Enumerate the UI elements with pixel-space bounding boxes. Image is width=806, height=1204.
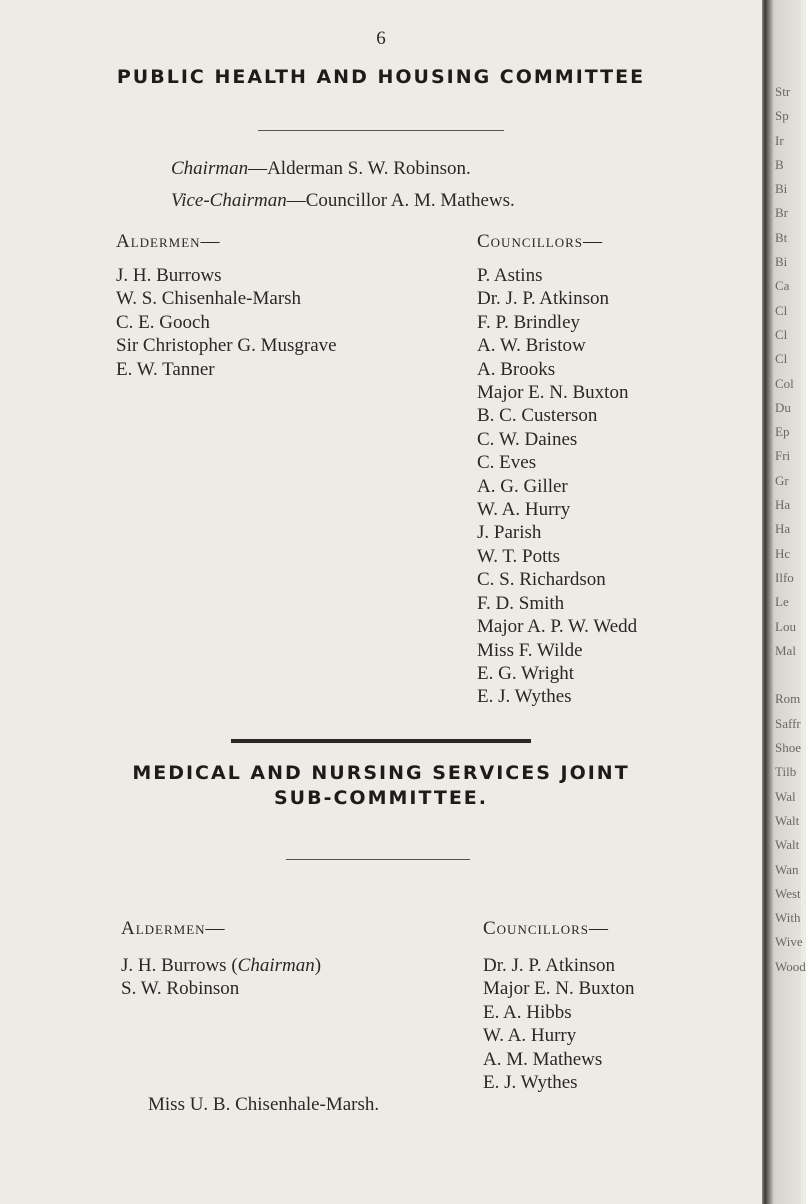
sub-councillors-heading: Councillors— [483,918,610,939]
list-item: C. S. Richardson [477,569,606,591]
vice-chairman-name: —Councillor A. M. Mathews. [286,190,515,211]
list-item [121,977,321,1000]
list-item: W. S. Chisenhale-Marsh [116,288,302,310]
aldermen-heading: Aldermen— [116,231,221,252]
subcommittee-rule [286,859,470,860]
sub-councillors-list [483,954,634,1094]
list-item: Miss F. Wilde [477,639,583,661]
chairman-line [171,158,471,180]
fragment: B [775,156,784,172]
fragment: Tilb [775,764,797,780]
adjacent-page-edge [775,80,806,979]
subcommittee-title-line2: SUB-COMMITTEE. [274,787,488,809]
chairman-name: —Alderman S. W. Robinson. [248,158,471,179]
list-item: W. A. Hurry [477,499,571,521]
list-item: Major E. N. Buxton [483,978,635,1000]
fragment: Br [775,205,788,221]
fragment: Mal [775,642,796,658]
list-item: E. J. Wythes [477,686,572,708]
fragment: Ir [775,132,784,148]
fragment: Ilfo [775,569,794,585]
fragment: Fri [775,448,791,464]
list-item: A. G. Giller [477,475,568,497]
list-item: F. P. Brindley [477,311,580,333]
fragment: Ca [775,278,790,294]
list-item: J. H. Burrows [116,265,222,286]
list-item: A. M. Mathews [483,1048,603,1070]
fragment: Wive [775,934,803,950]
fragment: Bi [775,254,788,270]
list-item: Major E. N. Buxton [477,382,629,404]
list-item: C. W. Daines [477,428,578,450]
fragment: Walt [775,812,800,828]
fragment: Sp [775,108,789,124]
fragment: Walt [775,837,800,853]
list-item: Dr. J. P. Atkinson [477,288,609,310]
title-rule [258,130,504,131]
vice-chairman-line [171,190,515,212]
fragment: Le [775,594,789,610]
list-item: J. Parish [477,522,542,544]
fragment: Hc [775,545,791,561]
chairman-label: Chairman [171,158,249,179]
fragment: Ep [775,424,790,440]
committee-title: PUBLIC HEALTH AND HOUSING COMMITTEE [116,66,646,88]
co-opted-member: Miss U. B. Chisenhale-Marsh. [148,1094,380,1115]
list-item: A. Brooks [477,358,556,380]
page-number: 6 [376,28,386,49]
fragment: Wood [775,958,806,974]
fragment: Ha [775,521,791,537]
fragment: Cl [775,351,788,367]
list-item: Dr. J. P. Atkinson [483,955,615,976]
list-item: Major A. P. W. Wedd [477,616,638,638]
list-item: E. A. Hibbs [483,1001,572,1023]
sub-aldermen-heading: Aldermen— [121,918,226,939]
fragment: Shoe [775,740,801,756]
fragment: Col [775,375,794,391]
list-item: C. E. Gooch [116,311,210,333]
fragment: Cl [775,326,788,342]
list-item: E. W. Tanner [116,358,215,380]
alderman-name: J. H. Burrows [121,955,227,976]
aldermen-list [116,264,337,381]
fragment: Rom [775,691,801,707]
fragment: Bt [775,229,788,245]
list-item: W. T. Potts [477,545,561,567]
fragment: With [775,910,801,926]
list-item: C. Eves [477,452,537,474]
subcommittee-title-line1: MEDICAL AND NURSING SERVICES JOINT [132,762,630,784]
list-item: A. W. Bristow [477,335,586,357]
fragment: Wal [775,788,796,804]
fragment: Cl [775,302,788,318]
fragment: Gr [775,472,789,488]
fragment: Str [775,84,791,99]
fragment: Lou [775,618,796,634]
alderman-role: Chairman [237,955,315,976]
councillors-list [477,264,637,709]
fragment: Bi [775,181,788,197]
fragment: Ha [775,497,791,513]
list-item: E. G. Wright [477,662,575,684]
sub-aldermen-list [121,954,321,1001]
list-item: W. A. Hurry [483,1025,577,1047]
fragment [775,663,801,687]
vice-chairman-label: Vice-Chairman [171,190,287,211]
fragment: Wan [775,861,799,877]
fragment: Du [775,399,791,415]
list-item: B. C. Custerson [477,405,598,427]
councillors-heading: Councillors— [477,231,604,252]
list-item: E. J. Wythes [483,1072,578,1094]
list-item: J. H. Burrows (Chairman) [121,955,322,976]
list-item: F. D. Smith [477,592,565,614]
section-divider [231,739,531,743]
fragment: Saffr [775,715,801,731]
alderman-name: S. W. Robinson [121,978,240,1000]
fragment: West [775,885,801,901]
list-item: Sir Christopher G. Musgrave [116,335,337,357]
list-item: P. Astins [477,265,543,286]
